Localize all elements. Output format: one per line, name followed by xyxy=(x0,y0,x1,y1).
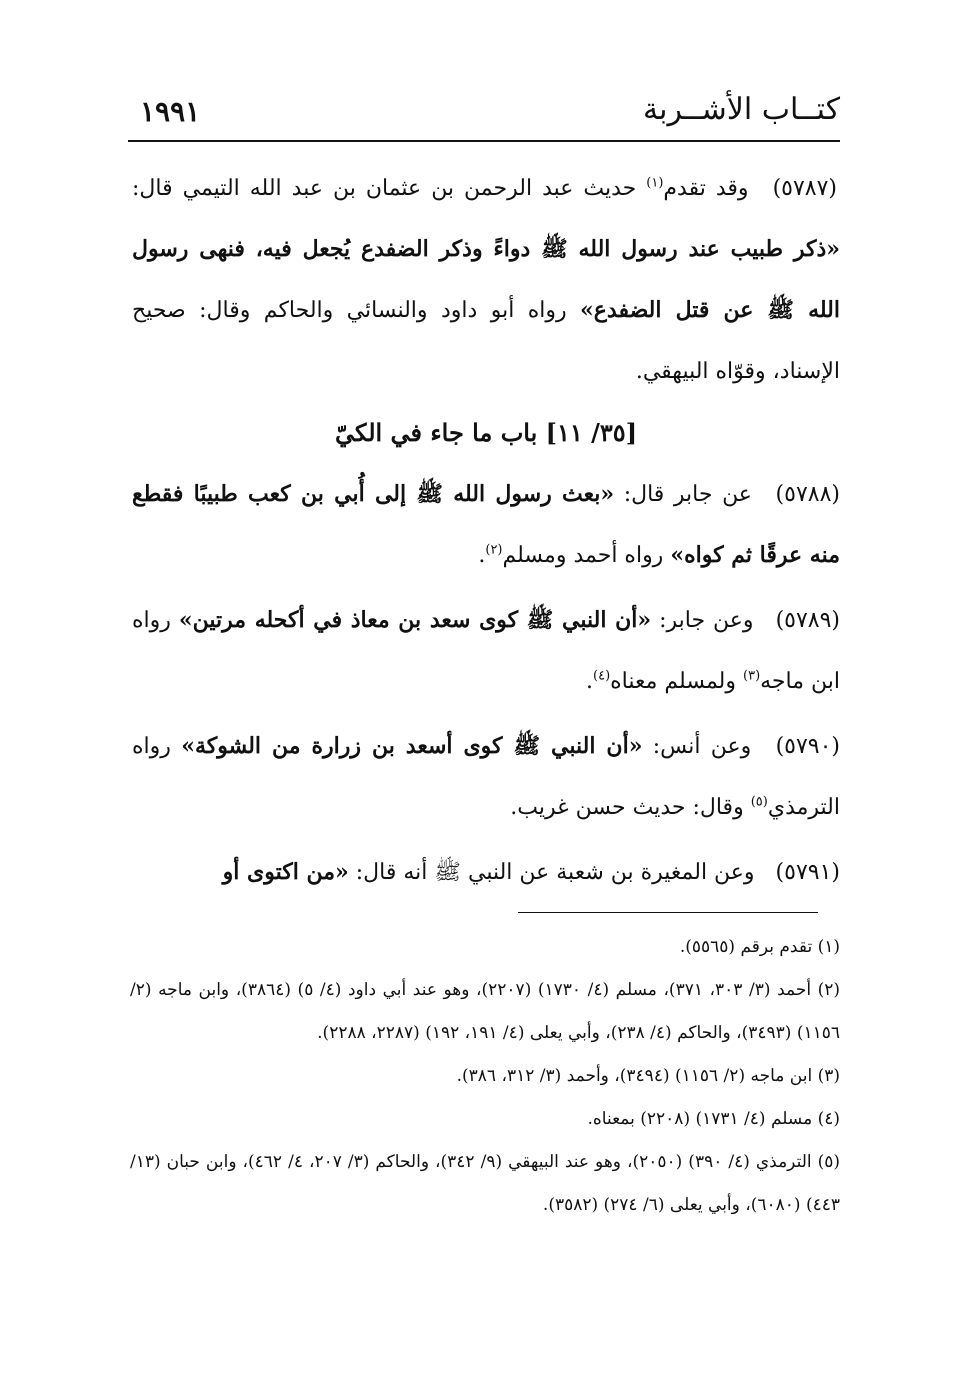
footnote-3: (٣) ابن ماجه (٢/ ١١٥٦) (٣٤٩٤)، وأحمد (٣/ ٣١٢، ٣٨٦). xyxy=(456,1066,840,1086)
footnote-separator xyxy=(518,912,818,913)
hadith-5788 xyxy=(132,464,840,586)
footnote-ref: (٢) xyxy=(485,542,503,558)
hadith-text: رواه ابن ماجه xyxy=(132,608,840,694)
footnote-ref: (٣) xyxy=(743,668,761,684)
chapter-heading: [٣٥/ ١١] باب ما جاء في الكيّ xyxy=(334,418,638,447)
hadith-text: رواه أبو داود والنسائي والحاكم وقال: صحيح الإسناد، وقوّاه البيهقي. xyxy=(132,298,840,384)
footnotes xyxy=(130,926,840,1227)
hadith-5791 xyxy=(132,842,840,903)
footnote-ref: (٤) xyxy=(593,668,611,684)
hadith-text: وعن جابر: xyxy=(651,608,754,633)
hadith-number: (٥٧٩٠) xyxy=(775,734,841,759)
hadith-number: (٥٧٩١) xyxy=(775,860,840,885)
hadith-quote: «أن النبي ﷺ كوى سعد بن معاذ في أكحله مرتين» xyxy=(178,607,652,633)
hadith-text: عن جابر قال: xyxy=(614,482,752,507)
hadith-5787 xyxy=(132,158,840,402)
hadith-text: وعن المغيرة بن شعبة عن النبي ﷺ أنه قال: xyxy=(348,860,755,885)
hadith-quote: «من اكتوى أو xyxy=(222,859,349,885)
footnote-5: (٥) الترمذي (٤/ ٣٩٠) (٢٠٥٠)، وهو عند البيهقي (٩/ ٣٤٢)، والحاكم (٣/ ٢٠٧، ٤/ ٤٦٢)، وابن حبان (١٣/ ٤٤٣) (٦٠٨٠)، وأبي يعلى (٦/ ٢٧٤) (٣٥٨٢). xyxy=(130,1152,841,1215)
hadith-quote: «بعث رسول الله ﷺ إلى أُبي بن كعب طبيبًا فقطع منه عرقًا ثم كواه» xyxy=(132,481,840,568)
hadith-text: وعن أنس: xyxy=(642,734,752,759)
hadith-text: . xyxy=(586,669,593,694)
hadith-number: (٥٧٨٨) xyxy=(775,482,840,507)
hadith-quote: «ذكر طبيب عند رسول الله ﷺ دواءً وذكر الضفدع يُجعل فيه، فنهى رسول الله ﷺ عن قتل الضفدع» xyxy=(132,236,840,323)
footnote-2: (٢) أحمد (٣/ ٣٠٣، ٣٧١)، مسلم (٤/ ١٧٣٠) (٢٢٠٧)، وهو عند أبي داود (٤/ ٥) (٣٨٦٤)، وابن ماجه (٢/ ١١٥٦) (٣٤٩٣)، والحاكم (٤/ ٢٣٨)، وأبي يعلى (٤/ ١٩١، ١٩٢) (٢٢٨٧، ٢٢٨٨). xyxy=(130,980,841,1043)
main-text xyxy=(132,158,840,903)
hadith-text: وقال: حديث حسن غريب. xyxy=(510,795,744,820)
hadith-text: رواه أحمد ومسلم xyxy=(502,543,664,568)
footnote-4: (٤) مسلم (٤/ ١٧٣١) (٢٢٠٨) بمعناه. xyxy=(587,1109,840,1129)
footnote-ref: (١) xyxy=(646,175,664,191)
hadith-number: (٥٧٨٩) xyxy=(775,608,841,633)
hadith-text: رواه الترمذي xyxy=(132,734,840,820)
footnote-1: (١) تقدم برقم (٥٥٦٥). xyxy=(679,937,840,957)
header-rule xyxy=(128,140,840,142)
hadith-5789 xyxy=(132,590,840,712)
hadith-quote: «أن النبي ﷺ كوى أسعد بن زرارة من الشوكة» xyxy=(181,733,643,759)
footnote-ref: (٥) xyxy=(750,794,768,810)
page-header xyxy=(128,92,840,132)
hadith-text: . xyxy=(478,543,486,568)
hadith-number: (٥٧٨٧) xyxy=(772,176,838,201)
hadith-5790 xyxy=(132,716,840,838)
hadith-text: حديث عبد الرحمن بن عثمان بن عبد الله التيمي قال: xyxy=(132,176,637,201)
page-number: ١٩٩١ xyxy=(140,95,201,128)
running-title: كتــاب الأشــربة xyxy=(643,92,840,127)
hadith-text: وقد تقدم xyxy=(663,176,749,201)
hadith-text: ولمسلم معناه xyxy=(610,669,736,694)
